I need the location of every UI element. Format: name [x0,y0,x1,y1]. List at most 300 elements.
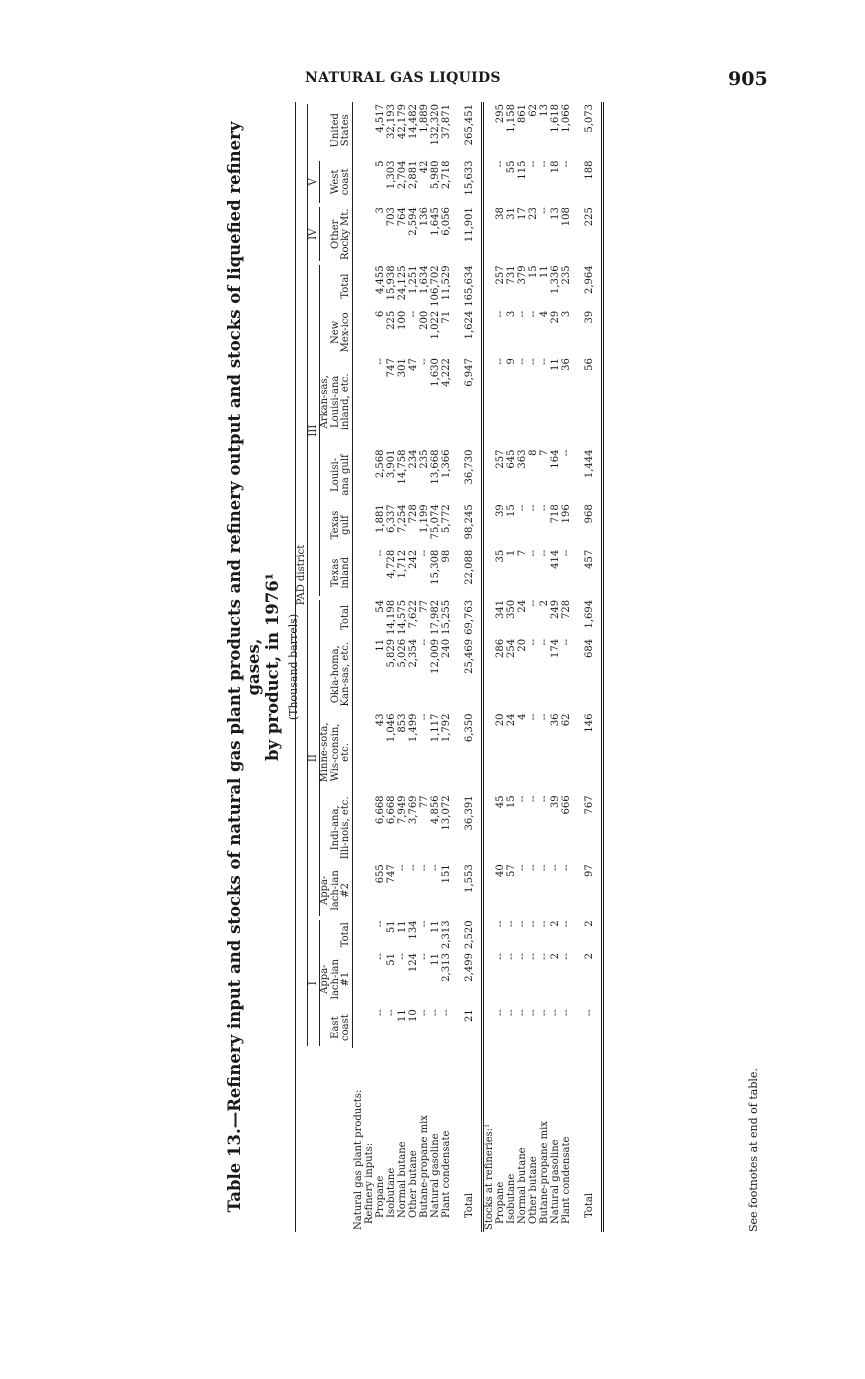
cell-value: -- [538,160,550,168]
cell-value: 15 [505,504,517,518]
cell-value: 7 [516,549,528,557]
cell-value: -- [429,864,441,871]
cell-value: 235 [560,265,572,285]
total-value: 457 [572,548,603,598]
cell-value: 1,618 [549,104,561,133]
table-row [408,102,419,1232]
cell-value: 47 [407,358,419,371]
cell-value: 4,517 [374,104,386,133]
cell-value: -- [560,160,572,168]
total-value: 2,499 [452,951,483,1007]
cell-value: -- [440,1009,452,1016]
total-value: 265,451 [452,102,483,159]
column-header: West coast [320,159,352,206]
cell-value: 240 [440,638,452,658]
total-value: 684 [572,637,603,712]
total-value: 22,088 [452,548,483,598]
section-heading-row [352,102,364,1232]
cell-value: 36 [560,358,572,371]
cell-value: 24,125 [396,265,408,301]
cell-value: 98 [440,549,452,563]
column-header: Indi-ana, Illi-nois, etc. [320,793,352,862]
table-row [550,102,561,1232]
cell-value: 666 [560,795,572,815]
cell-value: 2 [538,599,550,607]
cell-value: -- [418,549,430,557]
cell-value: 3 [505,310,517,318]
cell-value: 764 [396,207,408,227]
cell-value: -- [418,920,430,928]
row-label: Plant condensate [440,1130,452,1218]
cell-value: 39 [494,504,506,518]
cell-value: -- [527,864,539,871]
cell-value: -- [374,1009,386,1016]
cell-value: 14,758 [396,449,408,485]
cell-value: -- [494,920,506,928]
cell-value: 257 [494,265,506,285]
cell-value: 731 [505,265,517,285]
cell-value: -- [374,920,386,928]
cell-value: 6 [374,310,386,318]
cell-value: 14,198 [385,599,397,635]
total-value: 146 [572,711,603,793]
column-header: Louisi-ana gulf [320,448,352,503]
cell-value: -- [527,713,539,721]
cell-value: -- [538,358,550,365]
cell-value: -- [538,207,550,214]
total-value: 2 [572,951,603,1007]
cell-value: 62 [560,713,572,727]
cell-value: -- [494,358,506,365]
total-value: 5,073 [572,102,603,159]
cell-value: 15,938 [385,265,397,301]
table-title-line-1: Table 13.—Refinery input and stocks of natural gas plant products and refinery output and stocks of liquefied refinery gases, [225,121,263,1213]
cell-value: -- [527,549,539,557]
cell-value: -- [538,549,550,557]
cell-value: 1,792 [440,713,452,743]
table-row [419,102,430,1232]
cell-value: -- [374,358,386,365]
row-label: Other butane [407,1150,419,1218]
cell-value: -- [527,599,539,607]
cell-value: 7,254 [396,504,408,533]
row-label: Other butane [527,1156,539,1224]
cell-value: -- [527,310,539,318]
cell-value: -- [527,1009,539,1016]
column-header: Arkan-sas, Louisi-ana inland, etc. [320,356,352,447]
cell-value: -- [527,160,539,168]
cell-value: -- [407,310,419,318]
total-value: 1,694 [572,598,603,637]
cell-value: 4,222 [440,358,452,387]
cell-value: 225 [385,310,397,330]
total-value: 98,245 [452,502,483,547]
cell-value: -- [527,504,539,512]
cell-value: -- [418,713,430,721]
cell-value: 115 [516,160,528,180]
cell-value: 71 [440,310,452,324]
cell-value: 57 [505,864,517,877]
cell-value: 11 [429,953,441,966]
table-title-line-2: by product, in 1976¹ [263,573,282,761]
cell-value: 77 [418,599,430,613]
section-subheading: Refinery inputs: [363,1142,375,1224]
table-row [517,102,528,1232]
cell-value: 2 [549,920,561,927]
cell-value: 24 [505,713,517,727]
table-row [386,102,397,1232]
cell-value: 20 [516,638,528,652]
cell-value: 7,949 [396,795,408,825]
cell-value: -- [516,953,528,960]
total-value: 39 [572,309,603,356]
cell-value: 62 [527,104,539,117]
cell-value: 728 [407,504,419,524]
cell-value: 242 [407,549,419,569]
pad-district-header: PAD district [296,102,309,1048]
table-row [506,102,517,1232]
cell-value: 655 [374,864,386,884]
cell-value: 13 [549,207,561,220]
district-i: I [308,918,320,1048]
cell-value: 100 [396,310,408,330]
cell-value: 200 [418,310,430,330]
cell-value: -- [418,358,430,365]
cell-value: 1 [505,549,517,557]
cell-value: 5 [374,160,386,167]
cell-value: 75,074 [429,504,441,540]
cell-value: 853 [396,713,408,733]
cell-value: 1,366 [440,449,452,479]
row-label: Normal butane [396,1141,408,1218]
cell-value: 11 [396,1009,408,1022]
total-value: 21 [452,1007,483,1048]
cell-value: 645 [505,449,517,469]
cell-value: 414 [549,549,561,569]
district-ii: II [308,598,320,919]
total-value: 165,634 [452,263,483,308]
cell-value: 42,179 [396,104,408,139]
cell-value: 3,901 [385,449,397,479]
cell-value: 3 [560,310,572,318]
cell-value: -- [560,638,572,646]
column-header: East coast [320,1007,352,1048]
table-row [528,102,539,1232]
section-heading: Natural gas plant products: [352,1089,364,1230]
cell-value: 6,668 [374,795,386,825]
cell-value: -- [560,449,572,457]
cell-value: 7,622 [407,599,419,629]
cell-value: 861 [516,104,528,124]
cell-value: 10 [407,1009,419,1022]
cell-value: 1,499 [407,713,419,743]
total-value: 968 [572,502,603,547]
cell-value: 1,336 [549,265,561,295]
running-head: NATURAL GAS LIQUIDS [305,70,501,86]
cell-value: 1,022 [429,310,441,340]
cell-value: 2,313 [440,953,452,982]
total-value: 188 [572,159,603,206]
rotated-table-block [225,102,765,1232]
cell-value: 5,026 [396,638,408,668]
cell-value: -- [385,1009,397,1016]
cell-value: 4 [516,713,528,720]
cell-value: 2,354 [407,638,419,668]
total-value: 11,901 [452,205,483,263]
cell-value: -- [396,953,408,960]
table-caption [225,102,303,1232]
column-header: Appa-lach-ian #2 [320,862,352,918]
cell-value: 9 [505,358,517,365]
total-row [572,102,603,1232]
data-table [295,102,604,1232]
row-label: Plant condensate [560,1136,572,1224]
cell-value: 1,251 [407,265,419,295]
total-row [452,102,483,1232]
cell-value: -- [418,864,430,871]
total-value: 1,624 [452,309,483,356]
cell-value: 249 [549,599,561,619]
column-header: Total [320,263,352,308]
cell-value: 1,158 [505,104,517,133]
cell-value: 4,856 [429,795,441,825]
cell-value: 15 [527,265,539,279]
district-iii: III [308,263,320,598]
cell-value: -- [527,638,539,646]
column-header: Appa-lach-ian #1 [320,951,352,1007]
cell-value: 6,056 [440,207,452,236]
district-us-spacer [308,102,320,159]
total-label: Total [572,1048,603,1232]
super-header-row [296,102,309,1232]
cell-value: 718 [549,504,561,524]
cell-value: 379 [516,265,528,285]
cell-value: 14,482 [407,104,419,139]
cell-value: 4,728 [385,549,397,579]
cell-value: 39 [549,795,561,809]
total-value: 6,350 [452,711,483,793]
table-row [397,102,408,1232]
cell-value: -- [494,160,506,168]
cell-value: 1,645 [429,207,441,236]
column-header: New Mex-ico [320,309,352,356]
total-value: 36,730 [452,448,483,503]
cell-value: 13,072 [440,795,452,831]
cell-value: 174 [549,638,561,658]
cell-value: 257 [494,449,506,469]
table-row [430,102,441,1232]
cell-value: 35 [494,549,506,563]
row-label: Isobutane [505,1173,517,1224]
cell-value: 4 [538,310,550,318]
row-label: Natural gasoline [549,1139,561,1224]
cell-value: -- [549,1009,561,1016]
cell-value: 1,066 [560,104,572,133]
cell-value: -- [527,953,539,960]
cell-value: 5,980 [429,160,441,190]
cell-value: 3 [374,207,386,214]
cell-value: 286 [494,638,506,658]
cell-value: 2,704 [396,160,408,190]
cell-value: 136 [418,207,430,227]
cell-value: 17,982 [429,599,441,635]
column-header: Total [320,918,352,951]
cell-value: -- [494,1009,506,1016]
cell-value: 151 [440,864,452,884]
cell-value: 6,337 [385,504,397,533]
row-label: Isobutane [385,1167,397,1218]
cell-value: -- [527,358,539,365]
cell-value: -- [560,864,572,871]
cell-value: 12,009 [429,638,441,674]
total-value: 97 [572,862,603,918]
section-heading-row [482,102,495,1232]
cell-value: 350 [505,599,517,619]
cell-value: 363 [516,449,528,469]
row-label: Propane [494,1181,506,1224]
cell-value: 747 [385,864,397,884]
cell-value: 106,702 [429,265,441,307]
cell-value: 1,046 [385,713,397,743]
table-body [352,102,602,1232]
cell-value: 747 [385,358,397,378]
stub-header [296,1048,353,1232]
cell-value: -- [516,1009,528,1016]
table-row [561,102,572,1232]
cell-value: 2,881 [407,160,419,190]
cell-value: 77 [418,795,430,809]
cell-value: 2 [549,953,561,960]
total-value: 15,633 [452,159,483,206]
cell-value: 36 [549,713,561,727]
total-value: 2,964 [572,263,603,308]
row-label: Propane [374,1175,386,1218]
cell-value: -- [527,795,539,803]
cell-value: 14,575 [396,599,408,635]
cell-value: 43 [374,713,386,727]
cell-value: -- [516,358,528,365]
cell-value: 51 [385,920,397,934]
cell-value: 132,320 [429,104,441,146]
page-number: 905 [728,68,768,90]
cell-value: -- [560,1009,572,1016]
cell-value: 37,871 [440,104,452,139]
cell-value: -- [505,953,517,960]
column-header: Minne-sota, Wis-consin, etc. [320,711,352,793]
cell-value: -- [494,953,506,960]
cell-value: -- [407,864,419,871]
cell-value: 5,772 [440,504,452,533]
cell-value: 29 [549,310,561,324]
table-footnote: See footnotes at end of table. [747,1068,760,1232]
cell-value: 301 [396,358,408,378]
row-label: Butane-propane mix [538,1121,550,1224]
total-value: 56 [572,356,603,447]
cell-value: -- [538,864,550,871]
cell-value: 124 [407,953,419,973]
cell-value: 728 [560,599,572,619]
cell-value: -- [505,1009,517,1016]
cell-value: -- [538,795,550,803]
district-iv: IV [308,205,320,263]
cell-value: 235 [418,449,430,469]
cell-value: -- [549,864,561,871]
cell-value: 32,193 [385,104,397,139]
cell-value: -- [429,1009,441,1016]
cell-value: 1,303 [385,160,397,190]
cell-value: 1,117 [429,713,441,743]
cell-value: 2,594 [407,207,419,236]
row-label: Natural gasoline [429,1133,441,1218]
cell-value: 45 [494,795,506,809]
table-row [375,102,386,1232]
cell-value: 2,568 [374,449,386,479]
row-label: Normal butane [516,1147,528,1224]
section-heading: Stocks at refineries:¹ [483,1123,495,1230]
cell-value: 1,889 [418,104,430,133]
cell-value: 17 [516,207,528,220]
cell-value: -- [418,1009,430,1016]
cell-value: -- [516,310,528,318]
district-v: V [308,159,320,206]
row-label: Butane-propane mix [418,1115,430,1218]
cell-value: 15,255 [440,599,452,635]
cell-value: -- [538,713,550,721]
cell-value: 1,712 [396,549,408,579]
cell-value: -- [538,920,550,928]
cell-value: 24 [516,599,528,613]
cell-value: 18 [549,160,561,174]
cell-value: 20 [494,713,506,727]
total-label: Total [452,1048,483,1232]
cell-value: -- [538,638,550,646]
cell-value: -- [560,920,572,928]
cell-value: 23 [527,207,539,220]
cell-value: -- [538,953,550,960]
cell-value: 31 [505,207,517,220]
cell-value: 1,630 [429,358,441,387]
cell-value: 254 [505,638,517,658]
cell-value: 295 [494,104,506,124]
table-row [539,102,550,1232]
cell-value: -- [418,638,430,646]
cell-value: -- [538,1009,550,1016]
total-value: 1,444 [572,448,603,503]
table-row [495,102,506,1232]
cell-value: -- [516,504,528,512]
cell-value: 703 [385,207,397,227]
cell-value: -- [560,953,572,960]
cell-value: 40 [494,864,506,877]
total-value: 6,947 [452,356,483,447]
cell-value: 15,308 [429,549,441,585]
table-unit: (Thousand barrels) [287,613,300,721]
cell-value: -- [527,920,539,928]
cell-value: -- [505,920,517,928]
total-value: 767 [572,793,603,862]
cell-value: 8 [527,449,539,456]
cell-value: 1,634 [418,265,430,295]
total-value: 25,469 [452,637,483,712]
section-subheading-row [364,102,375,1232]
cell-value: -- [538,504,550,512]
cell-value: -- [516,795,528,803]
cell-value: 15 [505,795,517,809]
cell-value: 13 [538,104,550,117]
cell-value: 51 [385,953,397,966]
cell-value: 6,668 [385,795,397,825]
cell-value: 4,455 [374,265,386,295]
